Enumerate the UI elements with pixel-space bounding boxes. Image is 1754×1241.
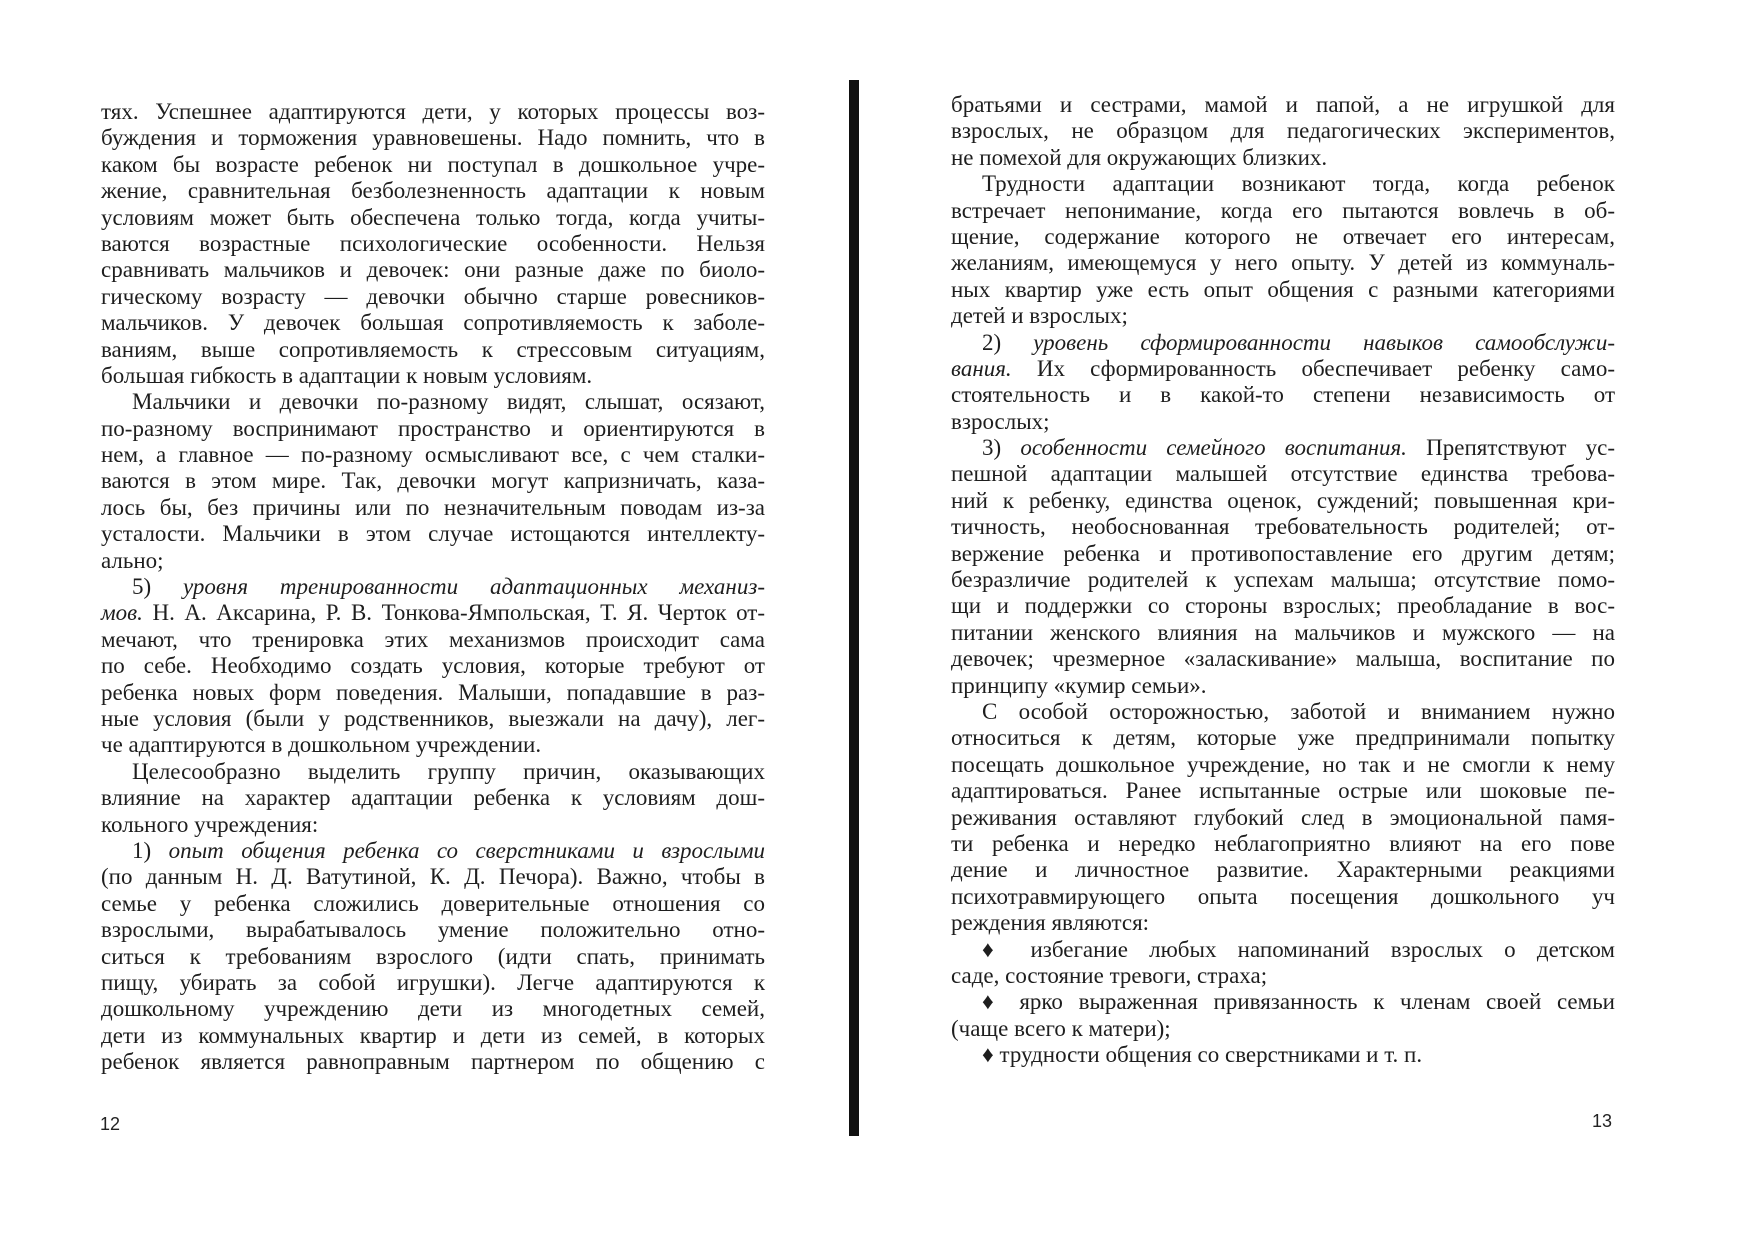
- italic-text-segment: уровня тренированности адаптационных механиз-: [183, 574, 765, 600]
- text-segment: по себе. Необходимо создать условия, которые требуют от: [101, 653, 765, 679]
- text-line: [101, 1023, 765, 1049]
- text-line: [101, 970, 765, 996]
- text-segment: каком бы возрасте ребенок ни поступал в дошкольное учре-: [101, 151, 765, 177]
- text-line: [951, 198, 1615, 224]
- text-line: [951, 963, 1615, 989]
- text-segment: Целесообразно выделить группу причин, оказывающих: [132, 758, 765, 784]
- text-segment: не помехой для окружающих близких.: [951, 144, 1328, 170]
- text-segment: щи и поддержки со стороны взрослых; преобладание в вос-: [951, 593, 1615, 619]
- text-line: [101, 917, 765, 943]
- text-line: [101, 416, 765, 442]
- text-line: [101, 521, 765, 547]
- text-line: [951, 330, 1615, 356]
- text-segment: ваются возрастные психологические особенности. Нельзя: [101, 230, 765, 256]
- text-segment: ные условия (были у родственников, выезжали на дачу), лег-: [101, 705, 765, 731]
- text-line: [951, 171, 1615, 197]
- text-line: [101, 812, 765, 838]
- text-segment: относиться к детям, которые уже предпринимали попытку: [951, 725, 1615, 751]
- text-segment: лось бы, без причины или по незначительным поводам из-за: [101, 494, 765, 520]
- text-segment: взрослых, не образцом для педагогических экспериментов,: [951, 118, 1615, 144]
- text-segment: братьями и сестрами, мамой и папой, а не игрушкой для: [951, 92, 1615, 117]
- text-segment: встречает непонимание, когда его пытаются вовлечь в об-: [951, 197, 1615, 223]
- text-segment: нем, а главное — по-разному осмысливают все, с чем сталки-: [101, 442, 765, 468]
- text-segment: реждения являются:: [951, 910, 1150, 936]
- text-segment: щение, содержание которого не отвечает его интересам,: [951, 223, 1615, 249]
- text-segment: ти ребенка и нередко неблагоприятно влияют на его пове: [951, 830, 1615, 856]
- text-line: [951, 673, 1615, 699]
- text-segment: по-разному воспринимают пространство и ориентируются в: [101, 415, 765, 441]
- text-line: [101, 838, 765, 864]
- text-segment: ♦ ярко выраженная привязанность к членам своей семьи: [982, 989, 1615, 1015]
- italic-text-segment: мов.: [101, 600, 143, 626]
- text-segment: безразличие родителей к успехам малыша; отсутствие помо-: [951, 567, 1615, 593]
- text-line: [951, 593, 1615, 619]
- text-segment: ваниям, выше сопротивляемость к стрессовым ситуациям,: [101, 336, 765, 362]
- text-segment: тичность, необоснованная требовательность родителей; от-: [951, 514, 1615, 540]
- text-segment: мечают, что тренировка этих механизмов происходит сама: [101, 626, 765, 652]
- text-segment: 1): [132, 837, 169, 863]
- text-segment: 5): [132, 574, 184, 600]
- text-line: [101, 337, 765, 363]
- text-segment: че адаптируются в дошкольном учреждении.: [101, 732, 542, 758]
- text-segment: семье у ребенка сложились доверительные отношения со: [101, 890, 765, 916]
- text-segment: 2): [982, 329, 1034, 355]
- text-line: [951, 646, 1615, 672]
- text-segment: буждения и торможения уравновешены. Надо помнить, что в: [101, 125, 765, 151]
- italic-text-segment: опыт общения ребенка со сверстниками и взрослыми: [168, 837, 765, 863]
- text-segment: большая гибкость в адаптации к новым условиям.: [101, 362, 593, 388]
- text-segment: ний к ребенку, единства оценок, суждений; повышенная кри-: [951, 487, 1615, 513]
- text-segment: адаптироваться. Ранее испытанные острые или шоковые пе-: [951, 778, 1615, 804]
- right-page-text: [951, 92, 1615, 1068]
- text-line: [101, 600, 765, 626]
- text-segment: Н. А. Аксарина, Р. В. Тонкова-Ямпольская, Т. Я. Черток от-: [142, 600, 765, 626]
- text-line: [951, 1016, 1615, 1042]
- text-segment: пищу, убирать за собой игрушки). Легче адаптируются к: [101, 969, 765, 995]
- text-line: [951, 752, 1615, 778]
- text-line: [101, 864, 765, 890]
- text-line: [951, 409, 1615, 435]
- text-line: [951, 514, 1615, 540]
- text-segment: дошкольному учреждению дети из многодетных семей,: [101, 996, 765, 1022]
- text-segment: условиям может быть обеспечена только тогда, когда учиты-: [101, 204, 765, 230]
- text-segment: кольного учреждения:: [101, 811, 319, 837]
- text-line: [101, 99, 765, 125]
- text-line: [951, 461, 1615, 487]
- text-line: [951, 1042, 1615, 1068]
- text-line: [951, 831, 1615, 857]
- text-line: [951, 620, 1615, 646]
- text-line: [101, 231, 765, 257]
- text-line: [101, 785, 765, 811]
- text-line: [951, 805, 1615, 831]
- text-segment: Мальчики и девочки по-разному видят, слышат, осязают,: [132, 389, 765, 415]
- text-line: [101, 680, 765, 706]
- text-line: [951, 937, 1615, 963]
- text-line: [951, 725, 1615, 751]
- text-segment: посещать дошкольное учреждение, но так и не смогли к нему: [951, 751, 1615, 777]
- text-segment: психотравмирующего опыта посещения дошкольного уч: [951, 883, 1615, 909]
- text-segment: дети из коммунальных квартир и дети из семей, в которых: [101, 1022, 765, 1048]
- text-line: [101, 574, 765, 600]
- text-line: [101, 706, 765, 732]
- text-segment: С особой осторожностью, заботой и вниманием нужно: [982, 698, 1615, 724]
- text-segment: девочек; чрезмерное «заласкивание» малыша, воспитание по: [951, 646, 1615, 672]
- text-line: [101, 996, 765, 1022]
- text-line: [951, 356, 1615, 382]
- text-segment: тях. Успешнее адаптируются дети, у которых процессы воз-: [101, 99, 765, 124]
- text-line: [951, 145, 1615, 171]
- text-segment: взрослыми, вырабатывалось умение положительно отно-: [101, 917, 765, 943]
- italic-text-segment: уровень сформированности навыков самообслужи-: [1033, 329, 1615, 355]
- text-line: [101, 125, 765, 151]
- text-segment: усталости. Мальчики в этом случае истощаются интеллекту-: [101, 521, 765, 547]
- text-line: [951, 92, 1615, 118]
- text-line: [951, 857, 1615, 883]
- text-line: [951, 567, 1615, 593]
- text-segment: детей и взрослых;: [951, 303, 1128, 329]
- text-line: [951, 277, 1615, 303]
- italic-text-segment: особенности семейного воспитания.: [1020, 435, 1407, 461]
- text-segment: Трудности адаптации возникают тогда, когда ребенок: [982, 171, 1615, 197]
- text-segment: 3): [982, 435, 1021, 461]
- text-line: [101, 389, 765, 415]
- text-line: [951, 989, 1615, 1015]
- text-segment: ваются в этом мире. Так, девочки могут капризничать, каза-: [101, 468, 765, 494]
- text-segment: ально;: [101, 547, 164, 573]
- text-line: [101, 152, 765, 178]
- text-line: [101, 310, 765, 336]
- text-segment: дение и личностное развитие. Характерными реакциями: [951, 857, 1615, 883]
- text-line: [101, 284, 765, 310]
- text-line: [101, 363, 765, 389]
- page-number-right: 13: [1592, 1111, 1613, 1131]
- text-line: [101, 442, 765, 468]
- text-segment: гическому возрасту — девочки обычно старше ровесников-: [101, 283, 765, 309]
- text-segment: Препятствуют ус-: [1406, 435, 1615, 461]
- text-segment: вержение ребенка и противопоставление его другим детям;: [951, 540, 1615, 566]
- text-segment: взрослых;: [951, 408, 1050, 434]
- text-segment: принципу «кумир семьи».: [951, 672, 1207, 698]
- page-number-left: 12: [100, 1114, 121, 1134]
- text-line: [951, 699, 1615, 725]
- text-line: [951, 303, 1615, 329]
- text-segment: мальчиков. У девочек большая сопротивляемость к заболе-: [101, 310, 765, 336]
- text-segment: желаниям, имеющемуся у него опыту. У детей из коммуналь-: [951, 250, 1615, 276]
- text-line: [951, 910, 1615, 936]
- text-segment: Их сформированность обеспечивает ребенку само-: [1011, 355, 1615, 381]
- text-line: [951, 250, 1615, 276]
- text-line: [101, 759, 765, 785]
- text-line: [101, 944, 765, 970]
- text-line: [951, 118, 1615, 144]
- text-line: [101, 205, 765, 231]
- text-line: [951, 488, 1615, 514]
- text-segment: ных квартир уже есть опыт общения с разными категориями: [951, 276, 1615, 302]
- text-line: [101, 495, 765, 521]
- text-segment: (чаще всего к матери);: [951, 1015, 1171, 1041]
- text-line: [951, 778, 1615, 804]
- text-segment: пешной адаптации малышей отсутствие единства требова-: [951, 461, 1615, 487]
- text-line: [101, 732, 765, 758]
- text-segment: влияние на характер адаптации ребенка к условиям дош-: [101, 785, 765, 811]
- text-segment: ребенок является равноправным партнером по общению с: [101, 1049, 765, 1075]
- text-line: [101, 891, 765, 917]
- text-segment: реживания оставляют глубокий след в эмоциональной памя-: [951, 804, 1615, 830]
- text-segment: (по данным Н. Д. Ватутиной, К. Д. Печора). Важно, чтобы в: [101, 864, 765, 890]
- text-segment: питании женского влияния на мальчиков и мужского — на: [951, 619, 1615, 645]
- text-line: [951, 884, 1615, 910]
- text-line: [101, 468, 765, 494]
- text-segment: стоятельность и в какой-то степени независимость от: [951, 382, 1615, 408]
- text-line: [101, 627, 765, 653]
- text-segment: сравнивать мальчиков и девочек: они разные даже по биоло-: [101, 257, 765, 283]
- text-segment: ситься к требованиям взрослого (идти спать, принимать: [101, 943, 765, 969]
- text-line: [951, 224, 1615, 250]
- text-line: [101, 548, 765, 574]
- text-line: [101, 257, 765, 283]
- text-line: [951, 435, 1615, 461]
- text-segment: ♦ избегание любых напоминаний взрослых о детском: [982, 936, 1615, 962]
- text-line: [101, 653, 765, 679]
- text-segment: ♦ трудности общения со сверстниками и т. п.: [982, 1042, 1423, 1068]
- book-spine-divider: [849, 80, 859, 1136]
- italic-text-segment: вания.: [951, 355, 1012, 381]
- text-segment: саде, состояние тревоги, страха;: [951, 962, 1268, 988]
- text-line: [951, 382, 1615, 408]
- text-line: [101, 178, 765, 204]
- text-segment: жение, сравнительная безболезненность адаптации к новым: [101, 178, 765, 204]
- text-segment: ребенка новых форм поведения. Малыши, попадавшие в раз-: [101, 679, 765, 705]
- left-page-text: [101, 99, 765, 1075]
- text-line: [101, 1049, 765, 1075]
- text-line: [951, 541, 1615, 567]
